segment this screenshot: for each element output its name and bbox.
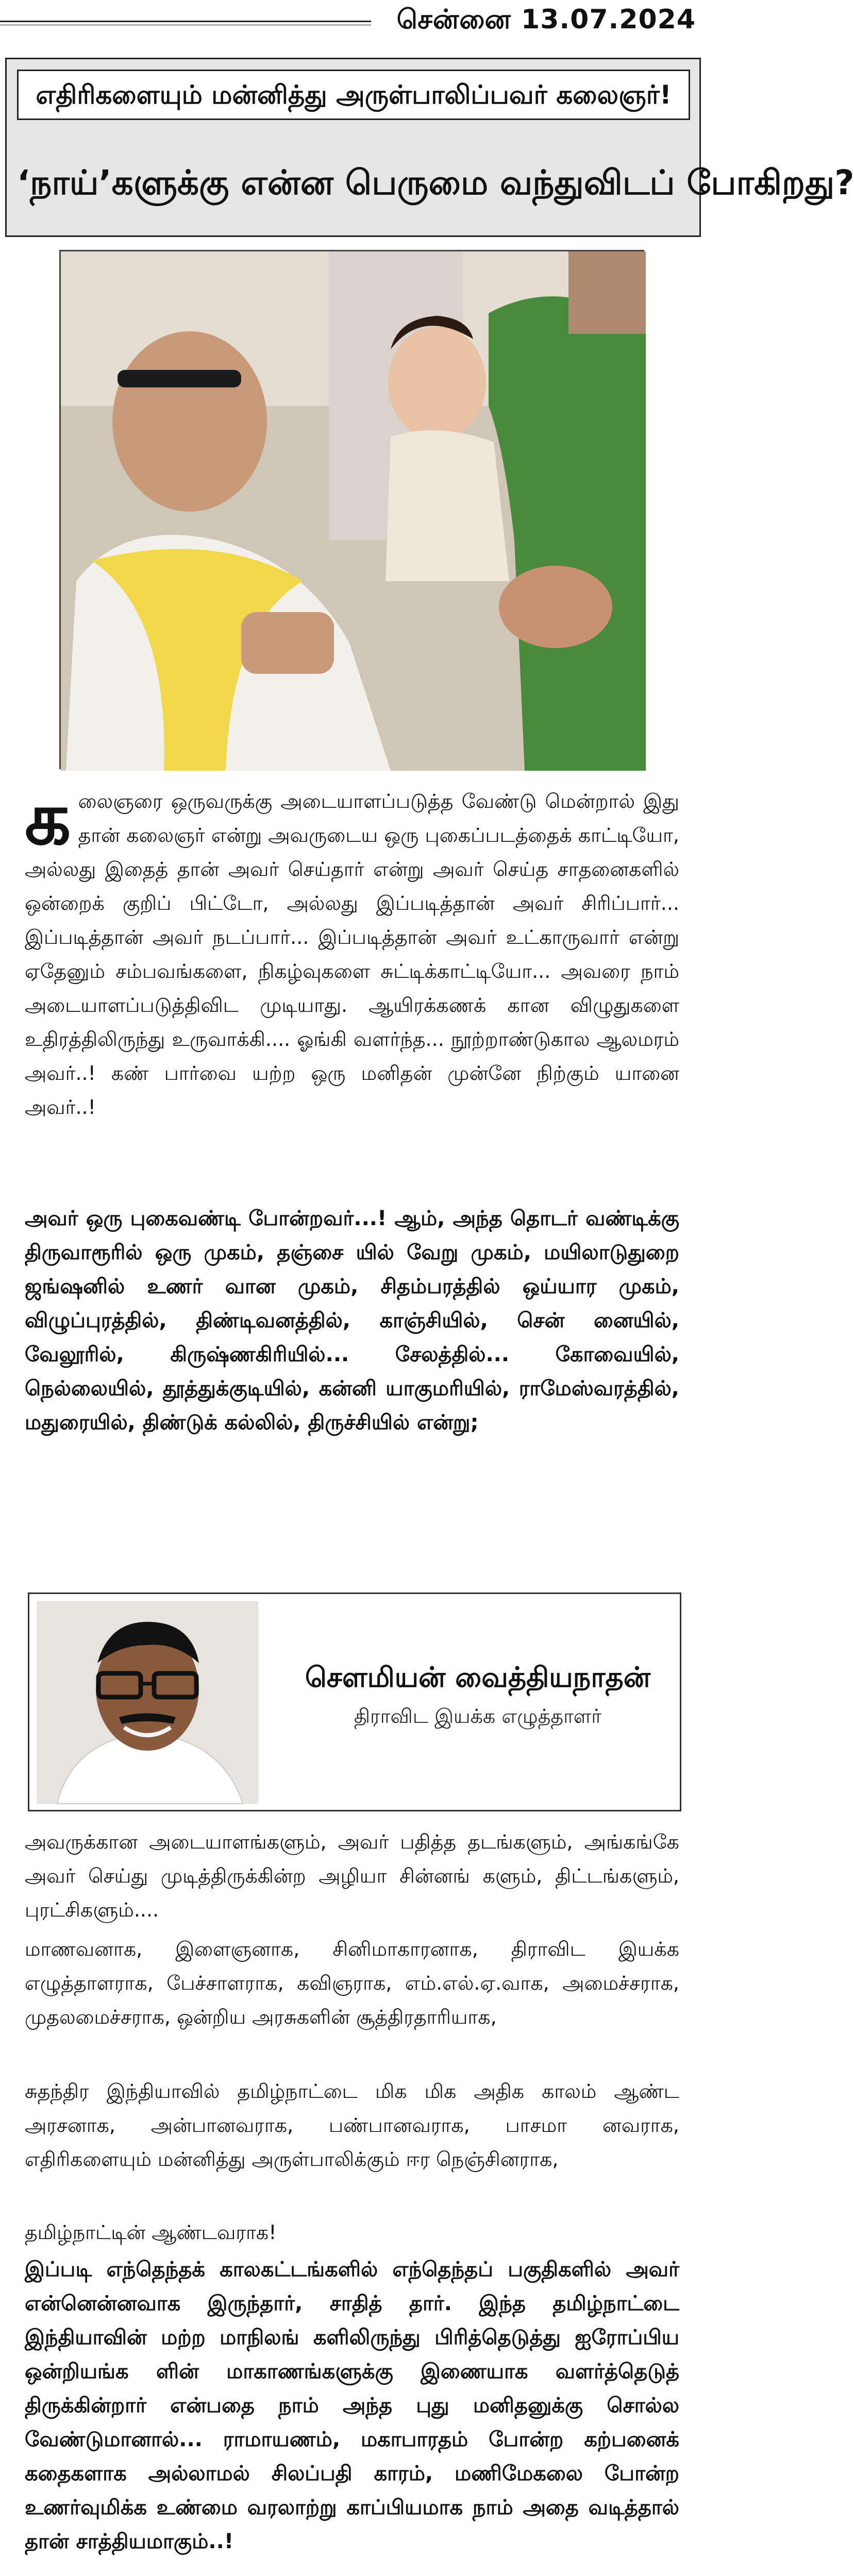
- paragraph-3: சுதந்திர இந்தியாவில் தமிழ்நாட்டை மிக மிக அதிக காலம் ஆண்ட அரசனாக, அன்பானவராக, பண்பானவராக, பாசமா னவராக, எதிரிகளையும் மன்னித்து அருள்பாலிக்கும் ஈர நெஞ்சினராக,: [25, 2080, 679, 2171]
- intro-text: லைஞரை ஒருவருக்கு அடையாளப்படுத்த வேண்டு மென்றால் இது தான் கலைஞர் என்று அவருடைய ஒரு புகைப்படத்தைக் காட்டியோ, அல்லது இதைத் தான் அவர் செய்தார் என்று அவர் செய்த சாதனைகளில் ஒன்றைக் குறிப் பிட்டோ, அல்லது இப்படித்தான் அவர் சிரிப்பார்... இப்படித்தான் அவர் நடப்பார்... இப்படித்தான் அவர் உட்காருவார் என்று ஏதேனும் சம்பவங்களை, நிகழ்வுகளை சுட்டிக்காட்டியோ... அவரை நாம் அடையாளப்படுத்திவிட முடியாது. ஆயிரக்கணக் கான விழுதுகளை உதிரத்திலிருந்து உருவாக்கி.... ஓங்கி வளர்ந்த... நூற்றாண்டுகால ஆலமரம் அவர்..! கண் பார்வை யற்ற ஒரு மனிதன் முன்னே நிற்கும் யானை அவர்..!: [25, 790, 679, 1118]
- paragraph-bold-2: இப்படி எந்தெந்தக் காலகட்டங்களில் எந்தெந்தப் பகுதிகளில் அவர் என்னென்னவாக இருந்தார், சாதித் தார். இந்த தமிழ்நாட்டை இந்தியாவின் மற்ற மாநிலங் களிலிருந்து பிரித்தெடுத்து ஐரோப்பிய ஒன்றியங்க ளின் மாகாணங்களுக்கு இணையாக வளர்த்தெடுத் திருக்கின்றார் என்பதை நாம் அந்த புது மனிதனுக்கு சொல்ல வேண்டுமானால்... ராமாயணம், மகாபாரதம் போன்ற கற்பனைக் கதைகளாக அல்லாமல் சிலப்பதி காரம், மணிமேகலை போன்ற உணர்வுமிக்க உண்மை வரலாற்று காப்பியமாக நாம் அதை வடித்தால் தான் சாத்தியமாகும்..!: [25, 2258, 679, 2553]
- paragraph-bold-1: அவர் ஒரு புகைவண்டி போன்றவர்...! ஆம், அந்த தொடர் வண்டிக்கு திருவாரூரில் ஒரு முகம், தஞ்சை யில் வேறு முகம், மயிலாடுதுறை ஜங்ஷனில் உணர் வான முகம், சிதம்பரத்தில் ஒய்யார முகம், விழுப்புரத்தில், திண்டிவனத்தில், காஞ்சியில், சென் னையில், வேலூரில், கிருஷ்ணகிரியில்... சேலத்தில்... கோவையில், நெல்லையில், தூத்துக்குடியில், கன்னி யாகுமரியில், ராமேஸ்வரத்தில், மதுரையில், திண்டுக் கல்லில், திருச்சியில் என்று;: [25, 1207, 679, 1434]
- author-role: திராவிட இயக்க எழுத்தாளர்: [354, 1705, 602, 1727]
- author-box: [28, 1592, 681, 1811]
- drop-cap: க: [25, 777, 71, 861]
- intro-paragraph: [25, 777, 679, 1124]
- paragraph-4: தமிழ்நாட்டின் ஆண்டவராக!: [25, 2221, 277, 2244]
- dateline-bar: [0, 0, 706, 41]
- paragraph-1: அவருக்கான அடையாளங்களும், அவர் பதித்த தடங்களும், அங்கங்கே அவர் செய்து முடித்திருக்கின்ற அழியா சின்னங் களும், திட்டங்களும், புரட்சிகளும்....: [25, 1831, 679, 1921]
- headline-kicker: எதிரிகளையும் மன்னித்து அருள்பாலிப்பவர் கலைஞர்!: [17, 70, 690, 120]
- main-photo-illustration: [61, 251, 646, 771]
- paragraph-2: மாணவனாக, இளைஞனாக, சினிமாகாரனாக, திராவிட இயக்க எழுத்தாளராக, பேச்சாளராக, கவிஞராக, எம்.எல்.ஏ.வாக, அமைச்சராக, முதலமைச்சராக, ஒன்றிய அரசுகளின் சூத்திரதாரியாக,: [25, 1938, 679, 2028]
- headline-title: ‘நாய்’களுக்கு என்ன பெருமை வந்துவிடப் போகிறது?: [17, 163, 854, 202]
- main-photo: [59, 250, 644, 769]
- author-portrait: [37, 1601, 258, 1804]
- dateline-rule: [0, 21, 371, 22]
- author-name: சௌமியன் வைத்தியநாதன்: [305, 1661, 651, 1693]
- headline-box: [5, 58, 854, 237]
- author-photo: [37, 1601, 258, 1804]
- dateline-text: சென்னை 13.07.2024: [396, 4, 696, 35]
